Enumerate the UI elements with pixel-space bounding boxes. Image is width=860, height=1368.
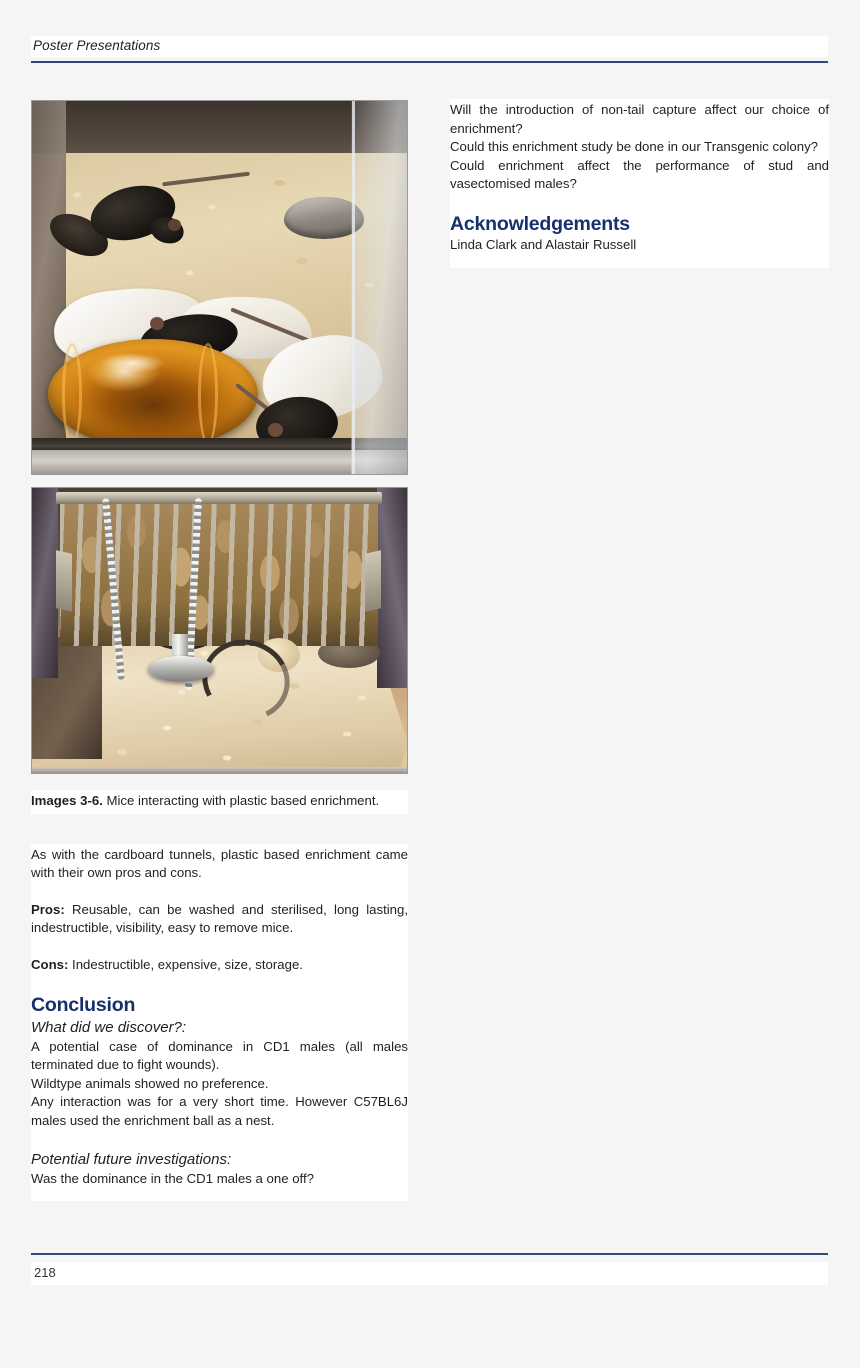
cons-paragraph [31,956,408,975]
paragraph-spacer-2 [31,938,408,956]
pros-text: Reusable, can be washed and sterilised, long lasting, indestructible, visibility, easy to remove mice. [31,901,408,936]
acknowledgements-text: Linda Clark and Alastair Russell [450,236,637,252]
cons-label: Cons: [31,956,69,972]
figure-caption [31,792,408,811]
right-paragraph-spacer [450,194,829,212]
intro-paragraph: As with the cardboard tunnels, plastic based enrichment came with their own pros and cons. [31,846,408,881]
conclusion-subhead-2: Potential future investigations: [31,1150,232,1168]
right-column-text-block [450,99,829,268]
pros-paragraph [31,901,408,938]
conclusion-subhead-1: What did we discover?: [31,1018,187,1036]
conclusion-line-1: A potential case of dominance in CD1 males (all males terminated due to fight wounds). [31,1038,408,1073]
conclusion-heading: Conclusion [31,993,136,1016]
page-number: 218 [34,1265,56,1280]
conclusion-line-3: Any interaction was for a very short time. However C57BL6J males used the enrichment ball as a nest. [31,1094,408,1128]
photo-mice-with-plastic-enrichment-ball [31,100,408,475]
pros-label: Pros: [31,901,65,917]
plastic-enrichment-text-block [31,844,408,1202]
question-2: Could this enrichment study be done in our Transgenic colony? [450,139,819,155]
figure-caption-text: Mice interacting with plastic based enrichment. [102,793,380,808]
question-3: Could enrichment affect the performance of stud and vasectomised males? [450,157,829,192]
figure-caption-block [31,790,408,814]
left-column [31,100,408,1201]
figure-caption-label: Images 3-6. [31,793,103,808]
footer-rule [31,1253,828,1255]
block-bottom-pad [31,1188,408,1198]
running-head-container [31,36,828,57]
right-block-bottom-pad [450,255,829,265]
header-rule [31,61,828,63]
conclusion-line-2: Wildtype animals showed no preference. [31,1075,269,1091]
acknowledgements-heading: Acknowledgements [450,212,630,235]
future-investigations-line-1: Was the dominance in the CD1 males a one off? [31,1170,314,1186]
photo-mice-under-food-hopper-with-chain [31,487,408,774]
paragraph-spacer-3 [31,975,408,993]
right-column [450,99,829,268]
paragraph-spacer [31,883,408,901]
running-head: Poster Presentations [31,36,828,57]
paragraph-spacer-4 [31,1131,408,1149]
folio-container [31,1262,828,1285]
cons-text: Indestructible, expensive, size, storage. [68,956,303,972]
question-1: Will the introduction of non-tail capture affect our choice of enrichment? [450,102,829,136]
